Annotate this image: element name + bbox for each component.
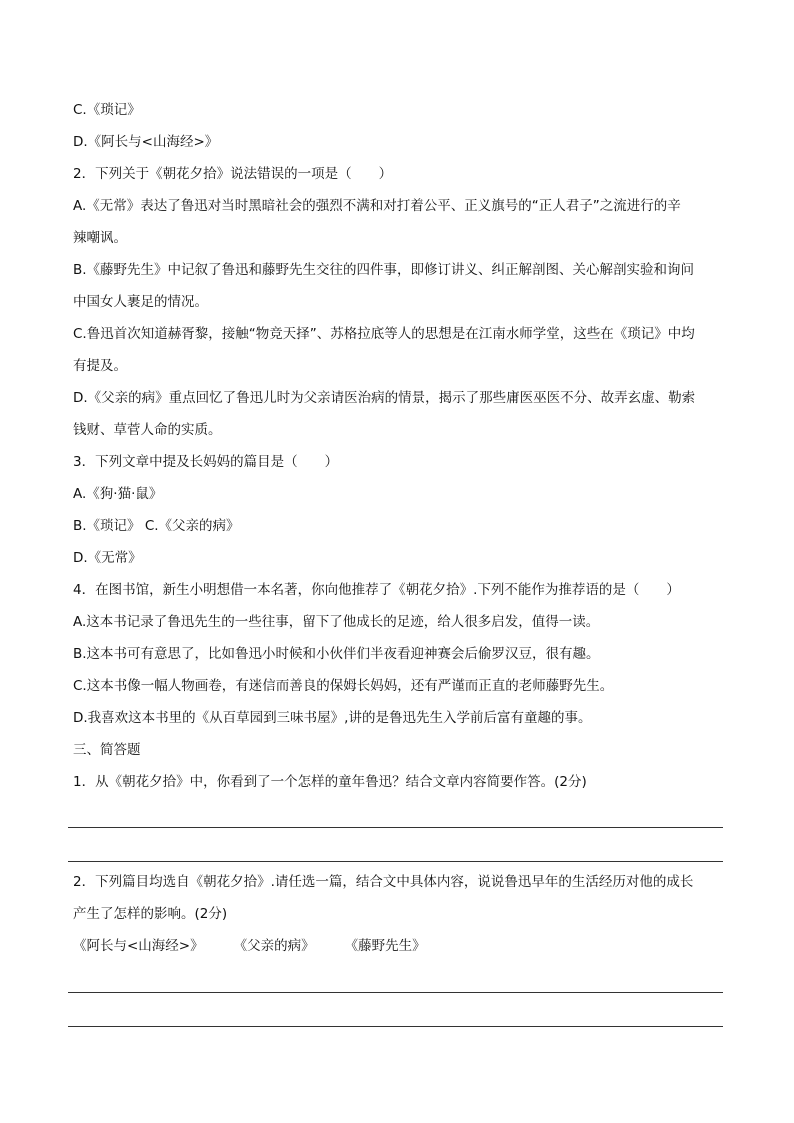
answer-line-q2-2 (68, 1026, 723, 1027)
q1-option-c: C.《琐记》 (73, 102, 141, 118)
short-answer-q2-line1: 2．下列篇目均选自《朝花夕拾》.请任选一篇，结合文中具体内容，说说鲁迅早年的生活经历对他的成长 (73, 874, 694, 890)
q4-option-c: C.这本书像一幅人物画卷，有迷信而善良的保姆长妈妈，还有严谨而正直的老师藤野先生。 (73, 678, 614, 694)
section-heading: 三、简答题 (73, 742, 141, 758)
answer-line-q2-1 (68, 992, 723, 993)
q3-stem: 3．下列文章中提及长妈妈的篇目是（ ） (73, 454, 339, 470)
q2-option-c-line1: C.鲁迅首次知道赫胥黎，接触“物竞天择”、苏格拉底等人的思想是在江南水师学堂，这些在《琐记》中均 (73, 326, 695, 342)
q2-option-a-line1: A.《无常》表达了鲁迅对当时黑暗社会的强烈不满和对打着公平、正义旗号的“正人君子”之流进行的辛 (73, 198, 681, 214)
q1-option-d: D.《阿长与<山海经>》 (73, 134, 219, 150)
answer-line-q1-2 (68, 861, 723, 862)
q4-option-d: D.我喜欢这本书里的《从百草园到三味书屋》,讲的是鲁迅先生入学前后富有童趣的事。 (73, 710, 592, 726)
q2-option-b-line2: 中国女人裹足的情况。 (73, 294, 208, 310)
q2-choices (73, 936, 426, 956)
answer-line-q1-1 (68, 827, 723, 828)
q2-option-c-line2: 有提及。 (73, 358, 127, 374)
q2-option-b-line1: B.《藤野先生》中记叙了鲁迅和藤野先生交往的四件事，即修订讲义、纠正解剖图、关心解剖实验和询问 (73, 262, 695, 278)
q3-option-bc: B.《琐记》 C.《父亲的病》 (73, 518, 240, 534)
choice-fujino: 《藤野先生》 (344, 938, 426, 954)
q2-option-a-line2: 辣嘲讽。 (73, 230, 127, 246)
q3-option-a: A.《狗·猫·鼠》 (73, 486, 163, 502)
q3-option-d: D.《无常》 (73, 550, 142, 566)
q2-stem: 2．下列关于《朝花夕拾》说法错误的一项是（ ） (73, 166, 393, 182)
short-answer-q2-line2: 产生了怎样的影响。(2分) (73, 906, 228, 922)
short-answer-q1: 1．从《朝花夕拾》中，你看到了一个怎样的童年鲁迅？结合文章内容简要作答。(2分) (73, 774, 587, 790)
q4-stem: 4．在图书馆，新生小明想借一本名著，你向他推荐了《朝花夕拾》.下列不能作为推荐语的是（ ） (73, 582, 680, 598)
choice-father-illness: 《父亲的病》 (233, 938, 315, 954)
choice-ah-chang: 《阿长与<山海经>》 (73, 938, 204, 954)
q4-option-a: A.这本书记录了鲁迅先生的一些往事，留下了他成长的足迹，给人很多启发，值得一读。 (73, 614, 600, 630)
q2-option-d-line1: D.《父亲的病》重点回忆了鲁迅儿时为父亲请医治病的情景，揭示了那些庸医巫医不分、故弄玄虚、勒索 (73, 390, 696, 406)
q2-option-d-line2: 钱财、草菅人命的实质。 (73, 422, 222, 438)
q4-option-b: B.这本书可有意思了，比如鲁迅小时候和小伙伴们半夜看迎神赛会后偷罗汉豆，很有趣。 (73, 646, 600, 662)
